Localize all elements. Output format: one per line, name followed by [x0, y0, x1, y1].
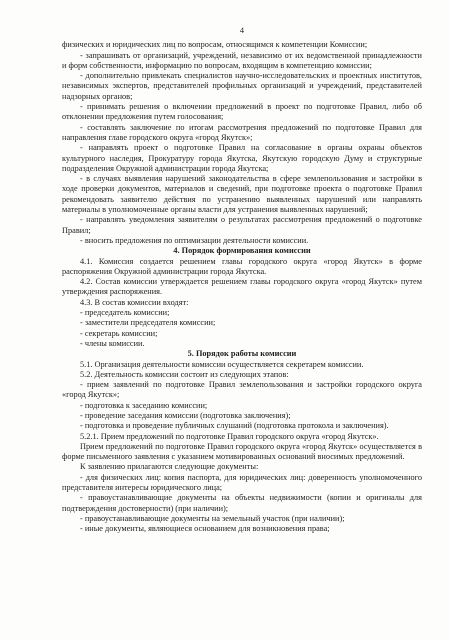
list-item-member: - члены комиссии. — [80, 338, 145, 348]
paragraph-5-2: 5.2. Деятельность комиссии состоит из следующих этапов: — [80, 369, 289, 379]
list-item-stage: - проведение заседания комиссии (подготовка заключения); — [80, 410, 291, 420]
list-item-member: - секретарь комиссии; — [80, 328, 158, 338]
list-item-document: - правоустанавливающие документы на объекты недвижимости (копии и оригиналы для подтверждения достоверности) (при наличии); — [62, 493, 422, 513]
list-item-document: - иные документы, являющиеся основанием для возникновения права; — [80, 524, 330, 534]
paragraph-5-2-1: 5.2.1. Прием предложений по подготовке Правил городского округа «город Якутск». — [80, 431, 379, 441]
list-item-member: - председатель комиссии; — [80, 308, 170, 318]
paragraph-4-2: 4.2. Состав комиссии утверждается решением главы городского округа «город Якутск» путем утверждения распоряжения. — [62, 277, 422, 297]
section-5-heading: 5. Порядок работы комиссии — [187, 349, 297, 359]
list-item-document: - для физических лиц: копия паспорта, для юридических лиц: доверенность уполномоченного представителя интересы юридического лица; — [62, 472, 422, 493]
page-number: 4 — [239, 26, 245, 35]
paragraph-5-1: 5.1. Организация деятельности комиссии осуществляется секретарем комиссии. — [80, 359, 364, 369]
paragraph-violations: - в случаях выявления нарушений законодательства в сфере землепользования и застройки в ходе проверки документов, материалов и сведений, при подготовке проекта о подготовке Правил рекомендовать заявителю действия по устранению выявленных нарушений или направлять материалы в уполномоченные органы власти для устранения выявленных нарушений; — [62, 174, 422, 215]
section-4-heading: 4. Порядок формирования комиссии — [173, 246, 311, 256]
list-item-member: - заместители председателя комиссии; — [80, 318, 216, 328]
paragraph-conclusion: - составлять заключение по итогам рассмотрения предложений по подготовке Правил для направления главе городского округа «город Якутск»; — [62, 122, 422, 142]
list-item-stage: - прием заявлений по подготовке Правил землепользования и застройки городского округа «город Якутск»; — [62, 380, 422, 400]
paragraph-notifications: - направлять уведомления заявителям о результатах рассмотрения предложений о подготовке Правил; — [62, 215, 422, 235]
paragraph-continuation: физических и юридических лиц по вопросам, относящимся к компетенции Комиссии; — [62, 40, 368, 50]
paragraph-request-info: - запрашивать от организаций, учреждений, независимо от их ведомственной принадлежности и форм собственности, информацию по вопросам, входящим в компетенцию комиссии; — [62, 50, 422, 70]
paragraph-4-1: 4.1. Комиссия создается решением главы городского округа «город Якутск» в форме распоряжения Окружной администрации города Якутска. — [62, 256, 422, 276]
paragraph-docs-intro: К заявлению прилагаются следующие документы: — [80, 462, 259, 472]
paragraph-4-3: 4.3. В состав комиссии входят: — [80, 297, 189, 307]
paragraph-coordination: - направлять проект о подготовке Правил на согласование в органы охраны объектов культурного наследия, Прокуратуру города Якутска, Якутскую городскую Думу и структурные подразделения Окружной администрации города Якутска; — [62, 143, 422, 173]
paragraph-5-2-1-text: Прием предложений по подготовке Правил городского округа «город Якутск» осуществляется в форме письменного заявления с указанием мотивированных оснований вносимых предложений. — [62, 441, 422, 462]
list-item-document: - правоустанавливающие документы на земельный участок (при наличии); — [80, 513, 345, 523]
list-item-stage: - подготовка к заседанию комиссии; — [80, 400, 208, 410]
list-item-stage: - подготовка и проведение публичных слушаний (подготовка протокола и заключения). — [80, 421, 389, 431]
paragraph-decisions: - принимать решения о включении предложений в проект по подготовке Правил, либо об отклонении предложения путем голосования; — [62, 102, 422, 122]
paragraph-optimization: - вносить предложения по оптимизации деятельности комиссии. — [80, 235, 309, 245]
paragraph-involve-specialists: - дополнительно привлекать специалистов научно-исследовательских и проектных институтов, независимых экспертов, представителей профильных организаций и учреждений, представителей надзорных органов; — [62, 71, 422, 101]
